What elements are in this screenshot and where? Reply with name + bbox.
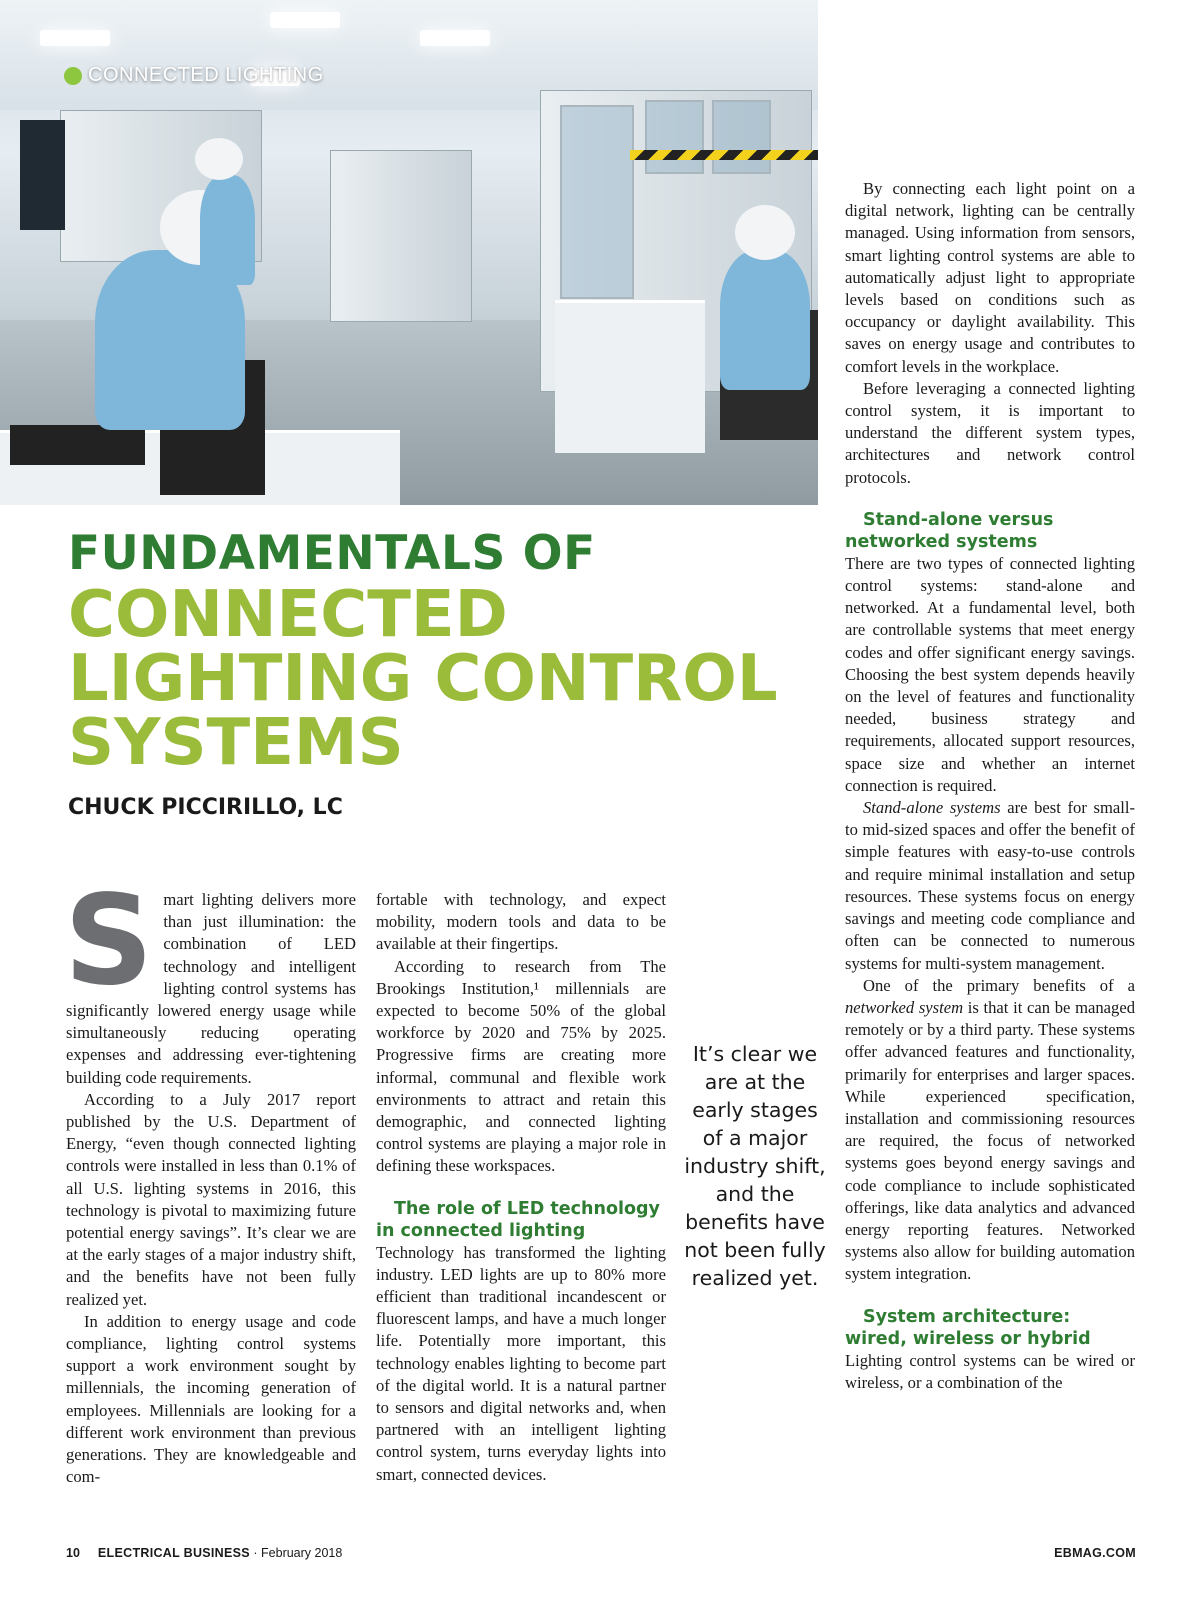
bullet-dot-icon <box>64 67 82 85</box>
website-link[interactable]: EBMAG.COM <box>1054 1546 1136 1560</box>
paragraph: According to a July 2017 report published by the U.S. Department of Energy, “even though connected lighting controls were installed in less than 0.1% of all U.S. lighting systems in 2016, this technology is pivotal to maximizing future potential energy savings”. It’s clear we are at the early stages of a major industry shift, and the benefits have not been fully realized yet. <box>66 1089 356 1309</box>
title-line-2: CONNECTED LIGHTING CONTROL SYSTEMS <box>68 578 778 780</box>
page-number: 10 <box>66 1546 80 1560</box>
paragraph: By connecting each light point on a digital network, lighting can be centrally managed. Using information from sensors, smart lighting control systems are able to automatically adjust light to appropriate levels based on conditions such as occupancy or daylight availability. This saves on energy usage and contributes to comfort levels in the workplace. <box>845 179 1135 376</box>
ceiling-light <box>270 12 340 28</box>
paragraph: In addition to energy usage and code compliance, lighting control systems support a work environment sought by millennials, the incoming generation of employees. Millennials are looking for a different work environment than previous generations. They are knowledgeable and com- <box>66 1311 356 1487</box>
worker <box>200 175 255 285</box>
column-2 <box>376 889 666 1486</box>
paragraph: There are two types of connected lighting control systems: stand-alone and networked. At a fundamental level, both are controllable systems that meet energy codes and offer significant energy savings. Choosing the best system depends heavily on the level of features and functionality needed, business strategy and requirements, allocated support resources, space size and whether an internet connection is required. <box>845 553 1135 795</box>
worker-hairnet <box>195 138 243 180</box>
paragraph <box>845 797 1135 975</box>
paragraph-text: are best for small- to mid-sized spaces and offer the benefit of simple features with easy-to-use controls and require minimal installation and setup resources. These systems focus on energy savings and meeting code compliance and often can be connected to numerous systems for multi-system management. <box>845 798 1135 973</box>
paragraph-text: One of the primary benefits of a <box>863 975 1135 995</box>
paragraph-text: is that it can be managed remotely or by a third party. These systems offer advanced features and functionality, primarily for enterprises and larger spaces. While experienced specification, installation and commissioning resources are required, the focus of networked systems goes beyond energy savings and code compliance to include sophisticated offerings, like data analytics and advanced energy reporting features. Networked systems also allow for building automation system integration. <box>845 997 1135 1284</box>
paragraph <box>845 975 1135 1286</box>
column-3 <box>845 178 1135 1394</box>
section-tag-label: CONNECTED LIGHTING <box>88 64 324 86</box>
hazard-stripe <box>630 150 818 160</box>
machine-window <box>712 100 771 174</box>
page-footer <box>66 1546 1136 1560</box>
drop-cap: S <box>64 869 154 1013</box>
monitor <box>20 120 65 230</box>
column-1 <box>64 869 356 1488</box>
byline: CHUCK PICCIRILLO, LC <box>68 795 343 820</box>
machine-window <box>560 105 634 299</box>
article-title <box>68 526 798 780</box>
title-line-1: FUNDAMENTALS OF <box>68 526 596 581</box>
pull-quote: It’s clear we are at the early stages of a major industry shift, and the benefits have not been fully realized yet. <box>684 1042 826 1290</box>
subheading-line-2: wired, wireless or hybrid <box>845 1328 1091 1349</box>
paragraph: fortable with technology, and expect mobility, modern tools and data to be available at their fingertips. <box>376 890 666 954</box>
lab-machine <box>330 150 472 322</box>
tray <box>10 425 145 465</box>
worker-hairnet <box>735 205 795 260</box>
paragraph: Technology has transformed the lighting industry. LED lights are up to 80% more efficient than traditional incandescent or fluorescent lamps, and have a much longer life. Potentially more important, this technology enables lighting to become part of the digital world. It is a natural partner to sensors and digital networks and, when partnered with an intelligent lighting control system, turns everyday lights into smart, connected devices. <box>376 1242 666 1484</box>
subheading-line-1: System architecture: <box>863 1306 1071 1327</box>
italic-term: Stand-alone systems <box>863 798 1001 818</box>
paragraph: Before leveraging a connected lighting control system, it is important to understand the different system types, architectures and network control protocols. <box>845 378 1135 487</box>
paragraph-text: mart lighting delivers more than just illumination: the combination of LED technology and intelligent lighting control systems has significantly lowered energy usage while simultaneously reducing operating expenses and addressing ever-tightening building code requirements. <box>66 890 356 1087</box>
worker <box>720 250 810 390</box>
ceiling-light <box>40 30 110 46</box>
paragraph: Lighting control systems can be wired or wireless, or a combination of the <box>845 1350 1135 1392</box>
magazine-name: ELECTRICAL BUSINESS <box>97 1546 250 1560</box>
ceiling-light <box>420 30 490 46</box>
subheading <box>845 1306 1135 1350</box>
subheading: The role of LED technology in connected lighting <box>376 1198 660 1241</box>
machine-window <box>645 100 704 174</box>
subheading: Stand-alone versus networked systems <box>845 509 1054 552</box>
lab-cabinet <box>555 300 705 453</box>
paragraph <box>64 869 356 1089</box>
italic-term: networked system <box>845 997 964 1017</box>
section-tag <box>64 64 324 87</box>
paragraph: According to research from The Brookings Institution,¹ millennials are expected to become 50% of the global workforce by 2020 and 75% by 2025. Progressive firms are creating more informal, communal and flexible work environments to attract and retain this demographic, and connected lighting control systems are playing a major role in defining these workspaces. <box>376 956 666 1176</box>
issue-date: · February 2018 <box>249 1546 343 1560</box>
